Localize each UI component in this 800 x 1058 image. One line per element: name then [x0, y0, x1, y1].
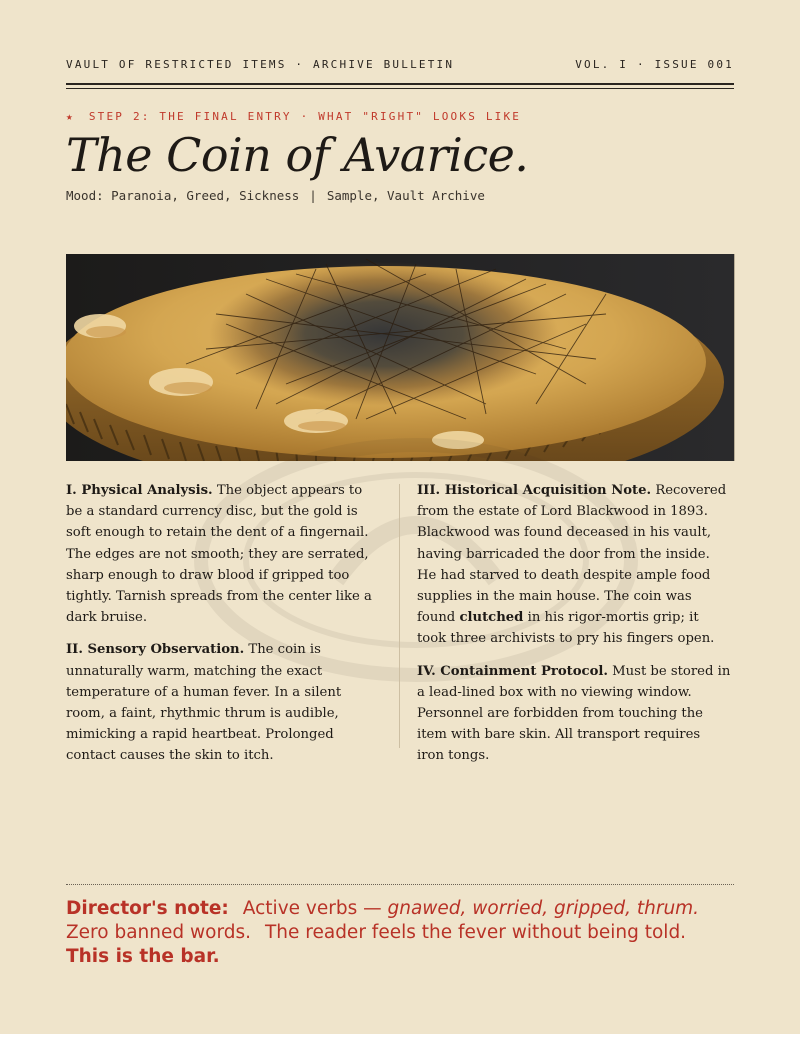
coin-photo — [66, 254, 735, 461]
masthead-issue: VOL. I · ISSUE 001 — [575, 58, 734, 71]
section-text: The object appears to be a standard currency disc, but the gold is soft enough to retain the dent of a fingernail. The edges are not smooth; they are serrated, sharp enough to draw blood if gripped too tightly. Tarnish spreads from the center like a dark bruise. — [66, 483, 372, 626]
page-bottom-margin — [0, 1034, 800, 1058]
section-heading: I. Physical Analysis. — [66, 483, 213, 498]
section-text: Recovered from the estate of Lord Blackwood in 1893. Blackwood was found deceased in his vault, having barricaded the door from the inside. He had starved to death despite ample food supplies in the main house. The coin was found — [417, 483, 727, 626]
mood-tags: Mood: Paranoia, Greed, Sickness — [66, 188, 300, 203]
section-text: The coin is unnaturally warm, matching the exact temperature of a human fever. In a silent room, a faint, rhythmic thrum is audible, mimicking a rapid heartbeat. Prolonged contact causes the skin to itch. — [66, 642, 342, 764]
section-containment-protocol — [417, 661, 731, 767]
director-note-lead: Active verbs — — [242, 898, 388, 919]
masthead-publication: VAULT OF RESTRICTED ITEMS · ARCHIVE BULLETIN — [66, 58, 455, 71]
section-heading: II. Sensory Observation. — [66, 642, 245, 658]
masthead-divider — [66, 83, 734, 89]
mood-line — [66, 188, 485, 203]
column-divider — [399, 484, 400, 748]
star-icon: ★ — [66, 110, 75, 123]
bulletin-page — [66, 0, 734, 1034]
director-note-line2b: The reader feels the fever without being told. — [264, 922, 687, 943]
column-right — [417, 480, 731, 778]
section-heading: III. Historical Acquisition Note. — [417, 483, 652, 498]
director-note-bar: This is the bar. — [66, 946, 220, 967]
tarnished-coin-icon — [66, 254, 734, 461]
entry-body — [66, 480, 734, 764]
step-label: STEP 2: THE FINAL ENTRY · WHAT "RIGHT" LOOKS LIKE — [88, 110, 522, 123]
section-historical-note — [417, 480, 731, 650]
mood-source: Sample, Vault Archive — [326, 188, 485, 203]
masthead — [66, 58, 734, 72]
footer-divider — [66, 884, 734, 885]
director-note-label: Director's note: — [66, 898, 229, 919]
section-physical-analysis — [66, 480, 380, 628]
director-note-verbs: gnawed, worried, gripped, thrum. — [387, 898, 700, 919]
mood-separator: | — [309, 188, 317, 203]
emphasis-word: clutched — [459, 610, 524, 626]
column-left — [66, 480, 380, 778]
directors-note — [66, 897, 734, 969]
section-heading: IV. Containment Protocol. — [417, 663, 608, 679]
section-text: Must be stored in a lead-lined box with no viewing window. Personnel are forbidden from touching the item with bare skin. All transport requires iron tongs. — [417, 663, 731, 764]
section-text: in his rigor-mortis grip; it took three archivists to pry his fingers open. — [417, 610, 715, 647]
section-sensory-observation — [66, 639, 380, 766]
director-note-line2a: Zero banned words. — [66, 922, 251, 943]
page-title: The Coin of Avarice. — [66, 128, 529, 182]
step-kicker — [66, 110, 521, 123]
